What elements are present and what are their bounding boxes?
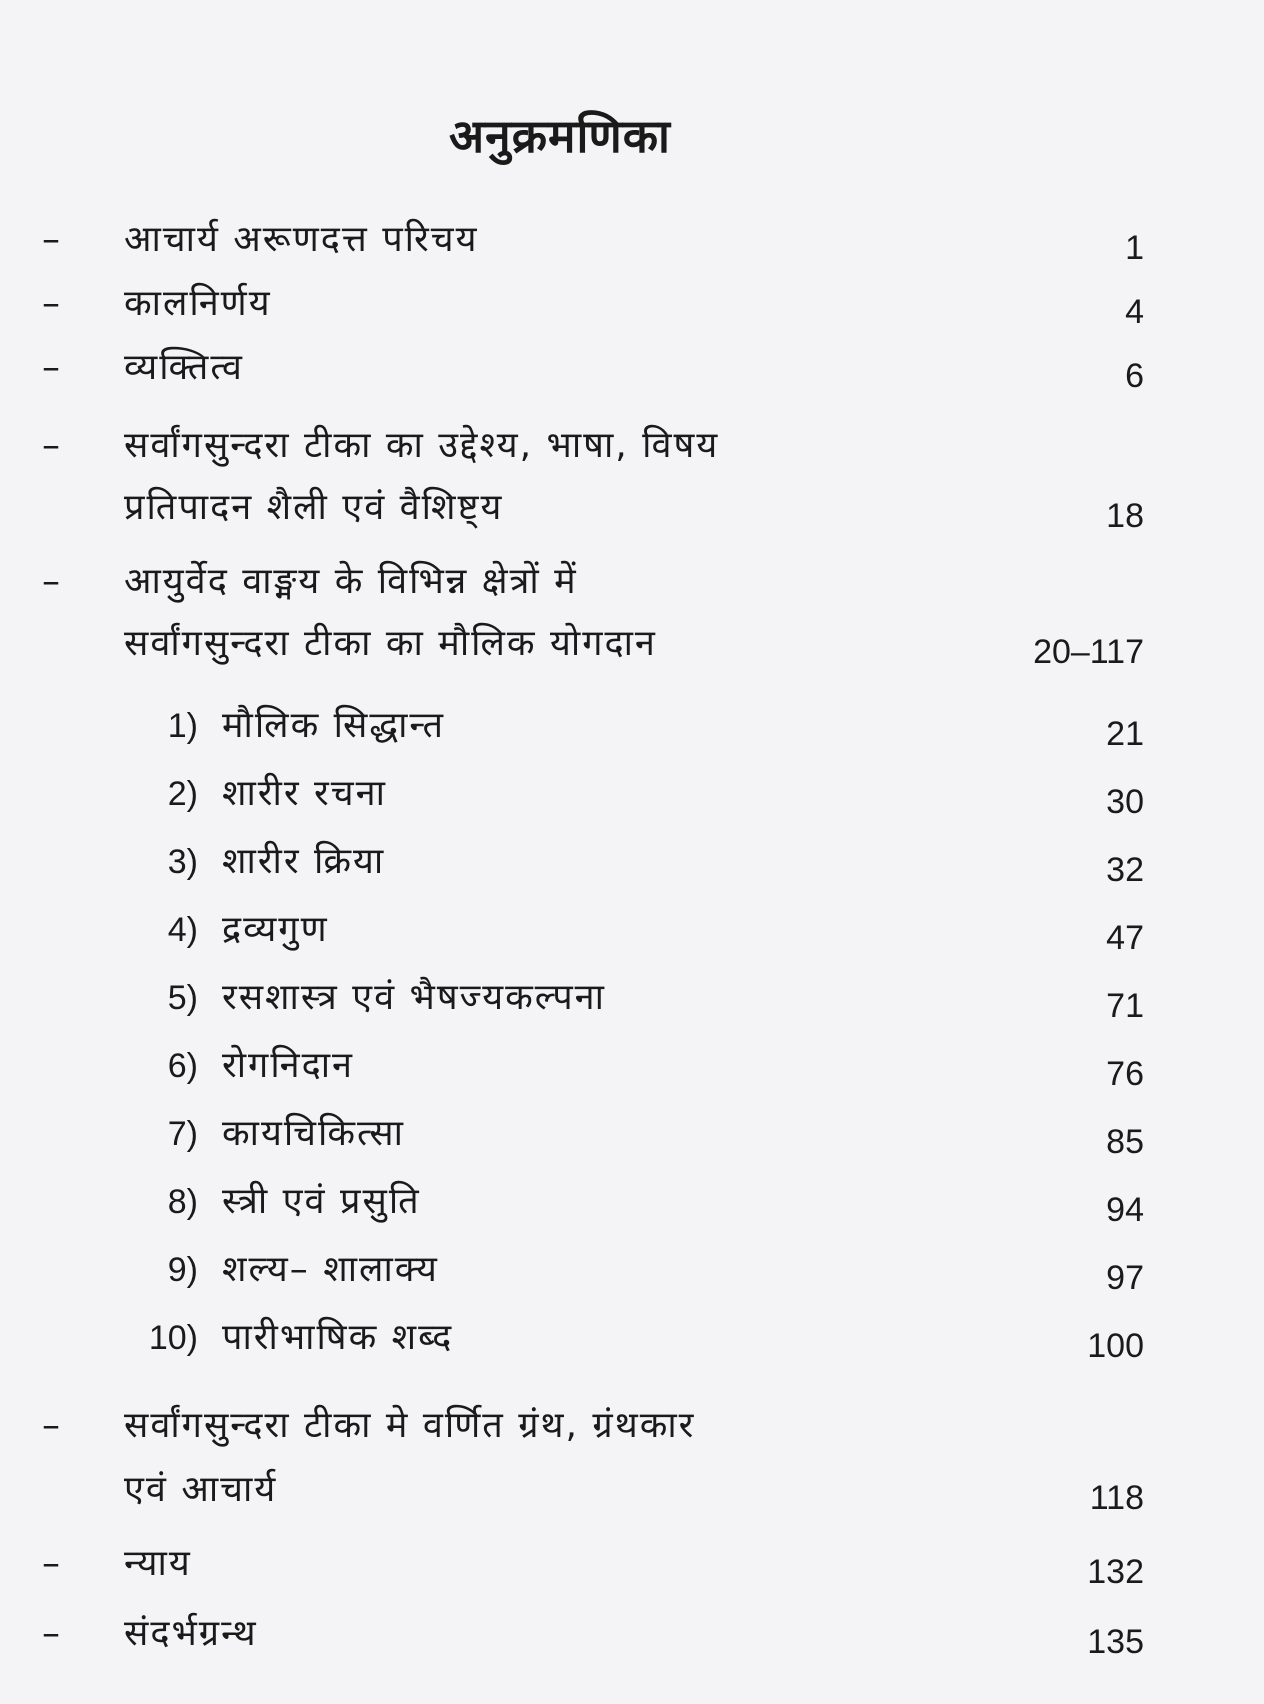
entry-page-number: 97 xyxy=(1106,1259,1144,1297)
entry-label: आचार्य अरूणदत्त परिचय xyxy=(124,219,479,260)
page-title: अनुक्रमणिका xyxy=(449,109,671,163)
toc-subentry xyxy=(0,696,1264,756)
entry-page-number: 18 xyxy=(1106,497,1144,535)
subentry-number: 7) xyxy=(167,1115,198,1153)
entry-page-number: 85 xyxy=(1106,1123,1144,1161)
entry-label: न्याय xyxy=(124,1543,192,1584)
toc-subentry xyxy=(0,968,1264,1028)
entry-bullet: – xyxy=(42,283,60,324)
entry-bullet: – xyxy=(42,347,60,388)
subentry-number: 6) xyxy=(167,1047,198,1085)
toc-entry xyxy=(0,1396,1264,1456)
toc-entry xyxy=(0,416,1264,476)
toc-subentry xyxy=(0,1240,1264,1300)
subentry-number: 9) xyxy=(167,1251,198,1289)
entry-label-line-2: सर्वांगसुन्दरा टीका का मौलिक योगदान xyxy=(124,623,657,664)
subentry-number: 5) xyxy=(167,979,198,1017)
entry-page-number: 135 xyxy=(1087,1623,1144,1661)
entry-label: सर्वांगसुन्दरा टीका मे वर्णित ग्रंथ, ग्रंथकार xyxy=(124,1405,696,1446)
toc-subentry xyxy=(0,1172,1264,1232)
entry-label: कालनिर्णय xyxy=(124,283,272,324)
entry-page-number: 94 xyxy=(1106,1191,1144,1229)
entry-label-line-2: प्रतिपादन शैली एवं वैशिष्ट्य xyxy=(124,487,504,528)
entry-page-number: 30 xyxy=(1106,783,1144,821)
entry-bullet: – xyxy=(42,219,60,260)
subentry-number: 8) xyxy=(167,1183,198,1221)
subentry-label: कायचिकित्सा xyxy=(222,1113,405,1154)
toc-subentry xyxy=(0,764,1264,824)
subentry-label: रोगनिदान xyxy=(222,1045,355,1086)
toc-subentry xyxy=(0,1104,1264,1164)
entry-page-number: 1 xyxy=(1125,229,1144,267)
subentry-number: 1) xyxy=(167,707,198,745)
entry-label-line-2: एवं आचार्य xyxy=(124,1469,278,1510)
toc-entry xyxy=(0,210,1264,270)
entry-page-number: 6 xyxy=(1125,357,1144,395)
subentry-number: 4) xyxy=(167,911,198,949)
toc-entry xyxy=(0,1534,1264,1594)
subentry-label: रसशास्त्र एवं भैषज्यकल्पना xyxy=(222,977,606,1018)
entry-page-number: 76 xyxy=(1106,1055,1144,1093)
subentry-label: पारीभाषिक शब्द xyxy=(222,1317,454,1358)
entry-page-number: 32 xyxy=(1106,851,1144,889)
toc-entry-continuation xyxy=(0,478,1264,538)
entry-label: सर्वांगसुन्दरा टीका का उद्देश्य, भाषा, विषय xyxy=(124,425,720,466)
entry-label: आयुर्वेद वाङ्मय के विभिन्न क्षेत्रों में xyxy=(124,561,578,602)
toc-subentry xyxy=(0,900,1264,960)
entry-page-number: 20–117 xyxy=(1033,633,1144,671)
toc-entry-continuation xyxy=(0,1460,1264,1520)
toc-entry xyxy=(0,1604,1264,1664)
toc-subentry xyxy=(0,832,1264,892)
subentry-number: 10) xyxy=(148,1319,198,1357)
entry-label: संदर्भग्रन्थ xyxy=(124,1613,258,1654)
entry-page-number: 4 xyxy=(1125,293,1144,331)
subentry-label: स्त्री एवं प्रसुति xyxy=(222,1181,421,1222)
entry-page-number: 100 xyxy=(1087,1327,1144,1365)
subentry-label: द्रव्यगुण xyxy=(222,909,329,950)
toc-entry xyxy=(0,552,1264,612)
entry-page-number: 47 xyxy=(1106,919,1144,957)
entry-page-number: 71 xyxy=(1106,987,1144,1025)
toc-entry-continuation xyxy=(0,614,1264,674)
entry-label: व्यक्तित्व xyxy=(124,347,244,388)
toc-subentry xyxy=(0,1308,1264,1368)
entry-page-number: 118 xyxy=(1089,1479,1144,1517)
toc-subentry xyxy=(0,1036,1264,1096)
subentry-label: शारीर क्रिया xyxy=(222,841,386,882)
toc-entry xyxy=(0,274,1264,334)
entry-bullet: – xyxy=(42,1405,60,1446)
entry-page-number: 132 xyxy=(1087,1553,1144,1591)
entry-bullet: – xyxy=(42,425,60,466)
subentry-label: शल्य– शालाक्य xyxy=(222,1249,439,1290)
subentry-label: मौलिक सिद्धान्त xyxy=(222,705,446,746)
entry-bullet: – xyxy=(42,1613,60,1654)
subentry-label: शारीर रचना xyxy=(222,773,387,814)
toc-entry xyxy=(0,338,1264,398)
entry-page-number: 21 xyxy=(1106,715,1144,753)
subentry-number: 3) xyxy=(167,843,198,881)
entry-bullet: – xyxy=(42,1543,60,1584)
subentry-number: 2) xyxy=(167,775,198,813)
entry-bullet: – xyxy=(42,561,60,602)
